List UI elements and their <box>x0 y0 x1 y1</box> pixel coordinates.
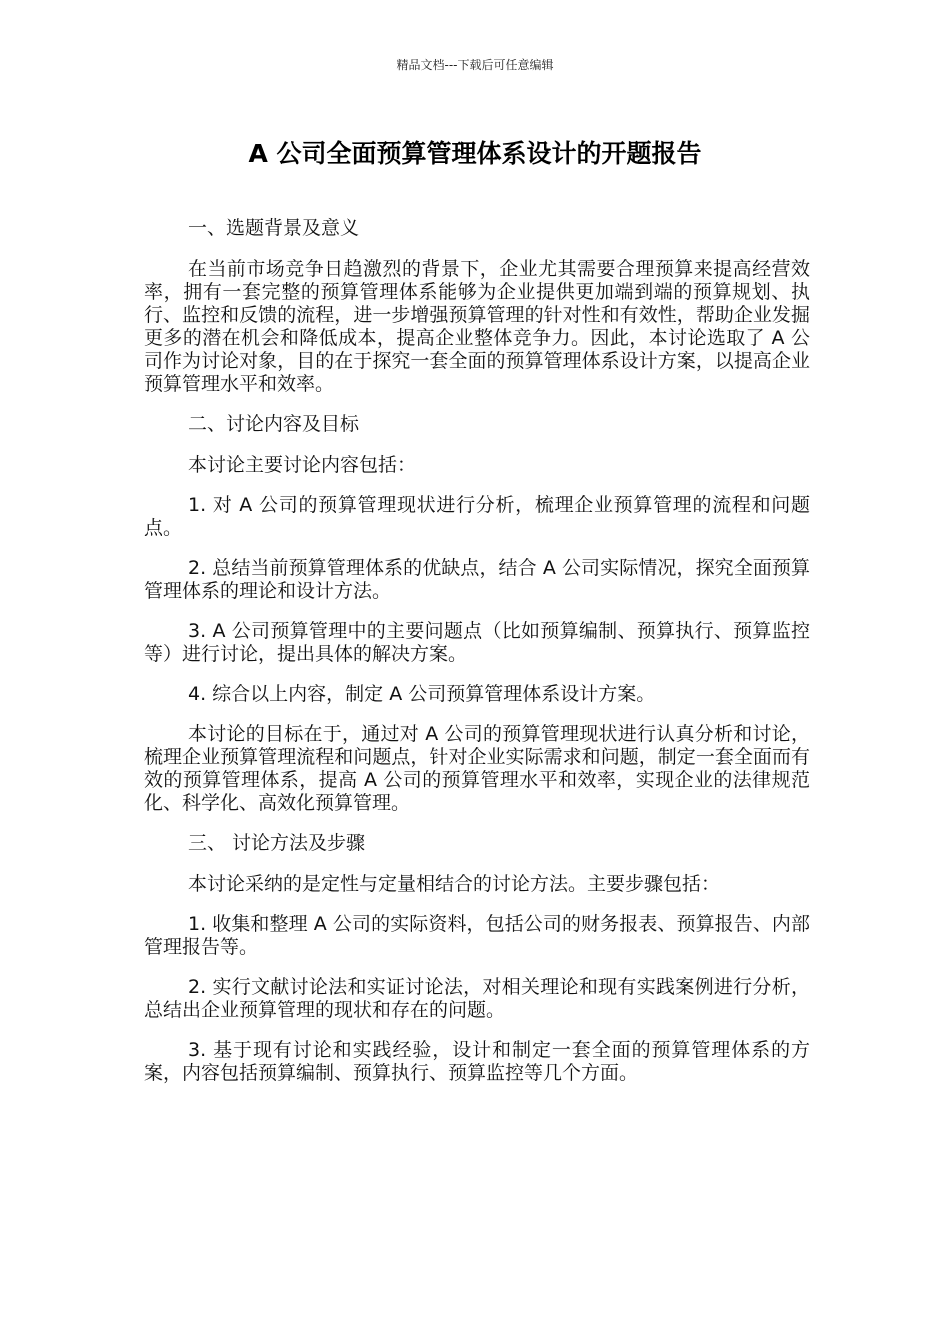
paragraph-content-intro: 本讨论主要讨论内容包括： <box>188 454 417 476</box>
section-heading-background: 一、选题背景及意义 <box>188 217 360 239</box>
list-item-step-3: 3. 基于现有讨论和实践经验，设计和制定一套全面的预算管理体系的方案，内容包括预算编制、预算执行、预算监控等几个方面。 <box>144 1039 810 1084</box>
paragraph-background: 在当前市场竞争日趋激烈的背景下，企业尤其需要合理预算来提高经营效率，拥有一套完整的预算管理体系能够为企业提供更加端到端的预算规划、执行、监控和反馈的流程，进一步增强预算管理的针对性和有效性，帮助企业发掘更多的潜在机会和降低成本，提高企业整体竞争力。因此，本讨论选取了 A 公司作为讨论对象，目的在于探究一套全面的预算管理体系设计方案，以提高企业预算管理水平和效率。 <box>144 258 810 395</box>
section-heading-content-goals: 二、讨论内容及目标 <box>188 413 360 435</box>
paragraph-goals: 本讨论的目标在于，通过对 A 公司的预算管理现状进行认真分析和讨论，梳理企业预算管理流程和问题点，针对企业实际需求和问题，制定一套全面而有效的预算管理体系，提高 A 公司的预算管理水平和效率，实现企业的法律规范化、科学化、高效化预算管理。 <box>144 723 810 814</box>
section-heading-methods: 三、 讨论方法及步骤 <box>188 832 366 854</box>
paragraph-methods-intro: 本讨论采纳的是定性与定量相结合的讨论方法。主要步骤包括： <box>188 873 721 895</box>
list-item-content-3: 3. A 公司预算管理中的主要问题点（比如预算编制、预算执行、预算监控等）进行讨论，提出具体的解决方案。 <box>144 620 810 665</box>
document-body <box>144 217 810 1102</box>
document-title: A 公司全面预算管理体系设计的开题报告 <box>248 139 702 168</box>
header-note: 精品文档---下载后可任意编辑 <box>396 58 554 72</box>
list-item-content-4: 4. 综合以上内容，制定 A 公司预算管理体系设计方案。 <box>188 683 656 705</box>
list-item-content-2: 2. 总结当前预算管理体系的优缺点，结合 A 公司实际情况，探究全面预算管理体系的理论和设计方法。 <box>144 557 810 602</box>
list-item-step-1: 1. 收集和整理 A 公司的实际资料，包括公司的财务报表、预算报告、内部管理报告等。 <box>144 913 810 958</box>
list-item-content-1: 1. 对 A 公司的预算管理现状进行分析，梳理企业预算管理的流程和问题点。 <box>144 494 810 539</box>
list-item-step-2: 2. 实行文献讨论法和实证讨论法，对相关理论和现有实践案例进行分析，总结出企业预算管理的现状和存在的问题。 <box>144 976 810 1021</box>
